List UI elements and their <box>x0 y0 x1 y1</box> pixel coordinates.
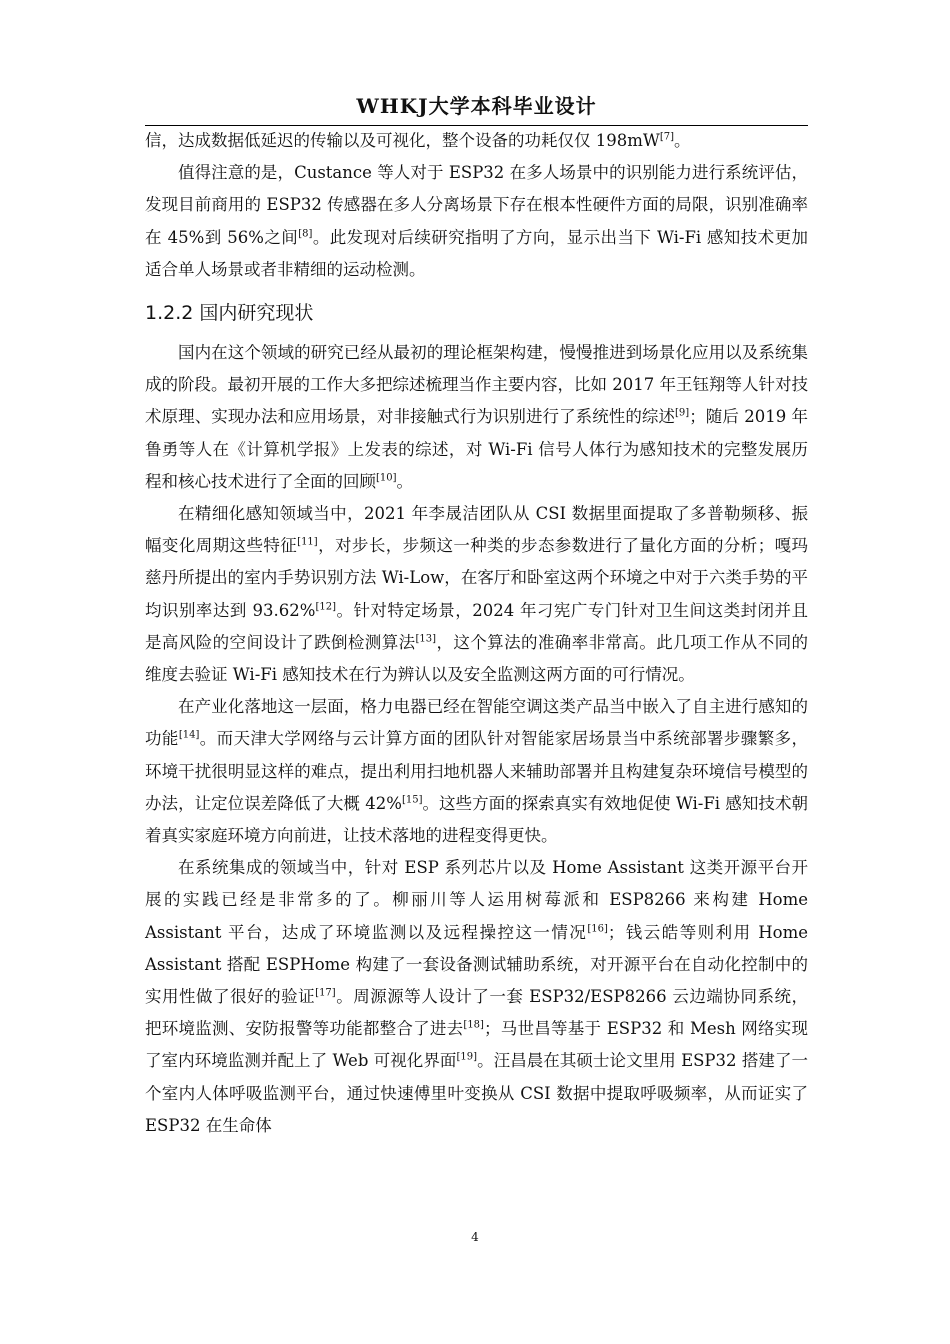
citation-ref: [7] <box>659 131 675 143</box>
paragraph-text: 。针对特定场景，2024 年刁宪广专门针对卫生间这类封闭并且是高风险的空间设计了跌倒检测算法 <box>145 600 808 652</box>
citation-ref: [17] <box>315 987 336 999</box>
paragraph-fine-grained-sensing <box>145 498 808 691</box>
paragraph-text: 。此发现对后续研究指明了方向，显示出当下 Wi-Fi 感知技术更加适合单人场景或者非精细的运动检测。 <box>145 227 808 279</box>
paragraph-text: 。汪昌晨在其硕士论文里用 ESP32 搭建了一个室内人体呼吸监测平台，通过快速傅里叶变换从 CSI 数据中提取呼吸频率，从而证实了 ESP32 在生命体 <box>145 1051 808 1135</box>
paragraph-text: 。周源源等人设计了一套 ESP32/ESP8266 云边端协同系统，把环境监测、安防报警等功能都整合了进去 <box>145 987 808 1039</box>
paragraph-text: 。这些方面的探索真实有效地促使 Wi-Fi 感知技术朝着真实家庭环境方向前进，让技术落地的进程变得更快。 <box>145 793 808 846</box>
citation-ref: [19] <box>456 1051 478 1063</box>
section-number: 1.2.2 <box>145 302 194 325</box>
citation-ref: [11] <box>297 536 318 548</box>
paragraph-text: ；钱云皓等则利用 Home Assistant 搭配 ESPHome 构建了一套设备测试辅助系统，对开源平台在自动化控制中的实用性做了很好的验证 <box>145 922 808 1007</box>
citation-ref: [18] <box>463 1019 484 1031</box>
paragraph-text: ；随后 2019 年鲁勇等人在《计算机学报》上发表的综述，对 Wi-Fi 信号人体行为感知技术的完整发展历程和核心技术进行了全面的回顾 <box>145 407 809 491</box>
paragraph-text: ，对步长，步频这一种类的步态参数进行了量化方面的分析；嘎玛慈丹所提出的室内手势识别方法 Wi-Low，在客厅和卧室这两个环境之中对于六类手势的平均识别率达到 93.62% <box>145 536 809 620</box>
paragraph-text: 信，达成数据低延迟的传输以及可视化，整个设备的功耗仅仅 198mW <box>145 131 660 150</box>
paragraph-industrialization <box>145 691 808 852</box>
page-header-title: WHKJ大学本科毕业设计 <box>356 94 597 118</box>
citation-ref: [15] <box>401 794 423 806</box>
paragraph-text: ；马世昌等基于 ESP32 和 Mesh 网络实现了室内环境监测并配上了 Web 可视化界面 <box>145 1019 809 1071</box>
paragraph-text: 。而天津大学网络与云计算方面的团队针对智能家居场景当中系统部署步骤繁多，环境干扰很明显这样的难点，提出利用扫地机器人来辅助部署并且构建复杂环境信号模型的办法，让定位误差降低了大概 42% <box>145 729 809 813</box>
section-title: 国内研究现状 <box>199 302 314 325</box>
paragraph-text: 国内在这个领域的研究已经从最初的理论框架构建，慢慢推进到场景化应用以及系统集成的阶段。最初开展的工作大多把综述梳理当作主要内容，比如 2017 年王钰翔等人针对技术原理、实现办法和应用场景，对非接触式行为识别进行了系统性的综述 <box>145 343 808 427</box>
page-number: 4 <box>471 1230 479 1244</box>
paragraph-custance <box>145 157 808 286</box>
paragraph-text: 。 <box>396 471 414 491</box>
citation-ref: [13] <box>415 633 437 645</box>
section-heading <box>145 296 808 330</box>
citation-ref: [10] <box>376 472 397 484</box>
paragraph-text: 值得注意的是，Custance 等人对于 ESP32 在多人场景中的识别能力进行系统评估，发现目前商用的 ESP32 传感器在多人分离场景下存在根本性硬件方面的局限，识别准确率在 45%到 56%之间 <box>145 163 808 247</box>
citation-ref: [14] <box>178 729 200 741</box>
paragraph-continuation <box>145 125 808 157</box>
paragraph-system-integration <box>145 852 808 1142</box>
citation-ref: [16] <box>587 923 608 935</box>
paragraph-text: ，这个算法的准确率非常高。此几项工作从不同的维度去验证 Wi-Fi 感知技术在行为辨认以及安全监测这两方面的可行情况。 <box>145 632 809 685</box>
paragraph-text: 在产业化落地这一层面，格力电器已经在智能空调这类产品当中嵌入了自主进行感知的功能 <box>145 697 808 749</box>
citation-ref: [8] <box>298 228 313 240</box>
paragraph-text: 。 <box>674 131 691 150</box>
paragraph-text: 在精细化感知领域当中，2021 年李晟洁团队从 CSI 数据里面提取了多普勒频移、振幅变化周期这些特征 <box>145 504 808 556</box>
citation-ref: [9] <box>675 407 690 419</box>
paragraph-domestic-overview <box>145 337 808 498</box>
paragraph-text: 在系统集成的领域当中，针对 ESP 系列芯片以及 Home Assistant 这类开源平台开展的实践已经是非常多的了。柳丽川等人运用树莓派和 ESP8266 来构建 Home Assistant 平台，达成了环境监测以及远程操控这一情况 <box>145 858 808 942</box>
citation-ref: [12] <box>315 601 336 613</box>
page-body <box>145 125 808 1142</box>
